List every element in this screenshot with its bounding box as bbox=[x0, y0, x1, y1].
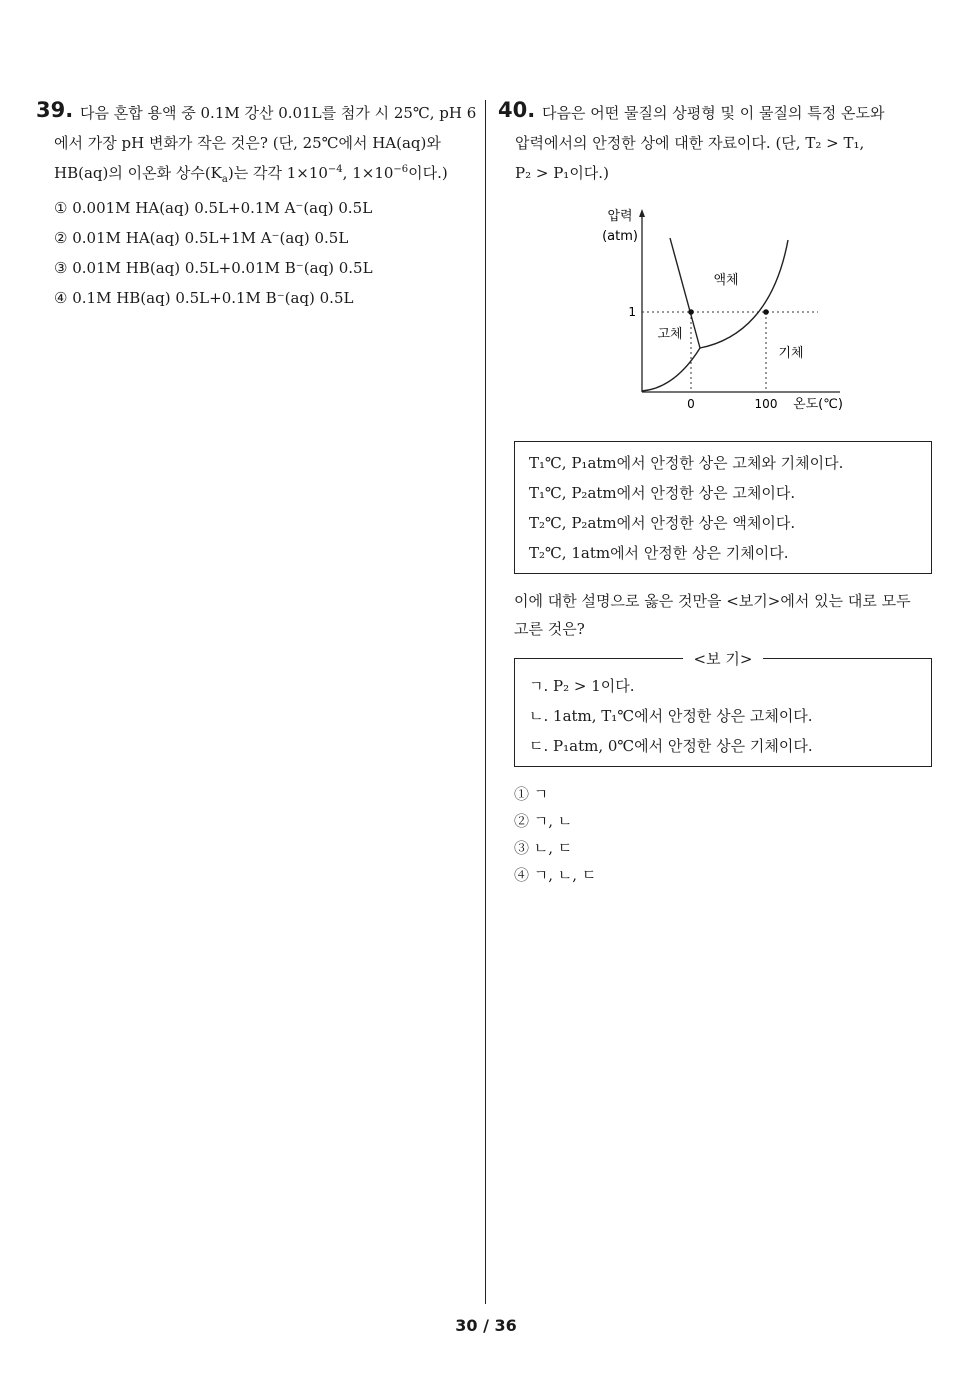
choice-1[interactable]: ① 0.001M HA(aq) 0.5L+0.1M A⁻(aq) 0.5L bbox=[54, 199, 373, 217]
subscript: a bbox=[221, 174, 228, 185]
choice-3[interactable]: ③ ㄴ, ㄷ bbox=[514, 839, 573, 857]
text-fragment: 이다.) bbox=[408, 164, 448, 182]
text-fragment: , 1×10 bbox=[342, 164, 394, 182]
liquid-region-label: 액체 bbox=[713, 273, 739, 288]
question-prompt-line: 이에 대한 설명으로 옳은 것만을 <보기>에서 있는 대로 모두 bbox=[514, 592, 911, 610]
bogi-title: <보 기> bbox=[683, 648, 763, 669]
page-number: 30 / 36 bbox=[455, 1316, 517, 1335]
superscript: −4 bbox=[327, 164, 343, 175]
gas-region-label: 기체 bbox=[778, 346, 804, 361]
normal-melting-point bbox=[688, 309, 694, 315]
choice-4[interactable]: ④ ㄱ, ㄴ, ㄷ bbox=[514, 866, 597, 884]
text-fragment: HB(aq)의 이온화 상수(K bbox=[54, 164, 222, 182]
choice-3[interactable]: ③ 0.01M HB(aq) 0.5L+0.01M B⁻(aq) 0.5L bbox=[54, 259, 373, 277]
superscript: −6 bbox=[393, 164, 409, 175]
normal-boiling-point bbox=[763, 309, 769, 315]
x-tick-label: 0 bbox=[687, 397, 695, 411]
question-prompt-line: 고른 것은? bbox=[514, 620, 585, 638]
x-tick-label: 100 bbox=[754, 397, 778, 411]
text-fragment: )는 각각 1×10 bbox=[227, 164, 328, 182]
bogi-item: ㄴ. 1atm, T₁℃에서 안정한 상은 고체이다. bbox=[529, 707, 813, 725]
question-text-line: 다음은 어떤 물질의 상평형 및 이 물질의 특정 온도와 bbox=[542, 104, 885, 122]
bogi-item: ㄷ. P₁atm, 0℃에서 안정한 상은 기체이다. bbox=[529, 737, 813, 755]
x-axis-label: 온도(℃) bbox=[793, 397, 843, 412]
question-number: 40. bbox=[498, 98, 536, 122]
bogi-item: ㄱ. P₂ > 1이다. bbox=[529, 677, 635, 695]
table-row: T₁℃, P₁atm에서 안정한 상은 고체와 기체이다. bbox=[529, 454, 844, 472]
sublimation-curve bbox=[642, 348, 700, 391]
question-text-line: 에서 가장 pH 변화가 작은 것은? (단, 25℃에서 HA(aq)와 bbox=[54, 134, 441, 152]
y-axis-label: 압력 bbox=[607, 209, 633, 224]
column-divider bbox=[485, 100, 486, 1304]
choice-2[interactable]: ② 0.01M HA(aq) 0.5L+1M A⁻(aq) 0.5L bbox=[54, 229, 349, 247]
choice-2[interactable]: ② ㄱ, ㄴ bbox=[514, 812, 573, 830]
question-number: 39. bbox=[36, 98, 74, 122]
solid-region-label: 고체 bbox=[657, 327, 683, 342]
question-text-line bbox=[54, 163, 448, 183]
table-row: T₂℃, P₂atm에서 안정한 상은 액체이다. bbox=[529, 514, 796, 532]
y-axis-arrow-icon bbox=[639, 209, 645, 217]
phase-diagram bbox=[590, 200, 860, 420]
y-axis-unit: (atm) bbox=[602, 229, 638, 244]
vaporization-curve bbox=[700, 240, 788, 348]
table-row: T₂℃, 1atm에서 안정한 상은 기체이다. bbox=[529, 544, 789, 562]
bogi-box bbox=[514, 658, 932, 767]
table-row: T₁℃, P₂atm에서 안정한 상은 고체이다. bbox=[529, 484, 796, 502]
choice-4[interactable]: ④ 0.1M HB(aq) 0.5L+0.1M B⁻(aq) 0.5L bbox=[54, 289, 354, 307]
data-table-box bbox=[514, 441, 932, 574]
y-tick-label: 1 bbox=[628, 305, 636, 319]
choice-1[interactable]: ① ㄱ bbox=[514, 785, 549, 803]
question-text-line: 압력에서의 안정한 상에 대한 자료이다. (단, T₂ > T₁, bbox=[515, 134, 865, 152]
question-text-line: P₂ > P₁이다.) bbox=[515, 164, 609, 182]
question-text-line: 다음 혼합 용액 중 0.1M 강산 0.01L를 첨가 시 25℃, pH 6 bbox=[80, 104, 477, 122]
